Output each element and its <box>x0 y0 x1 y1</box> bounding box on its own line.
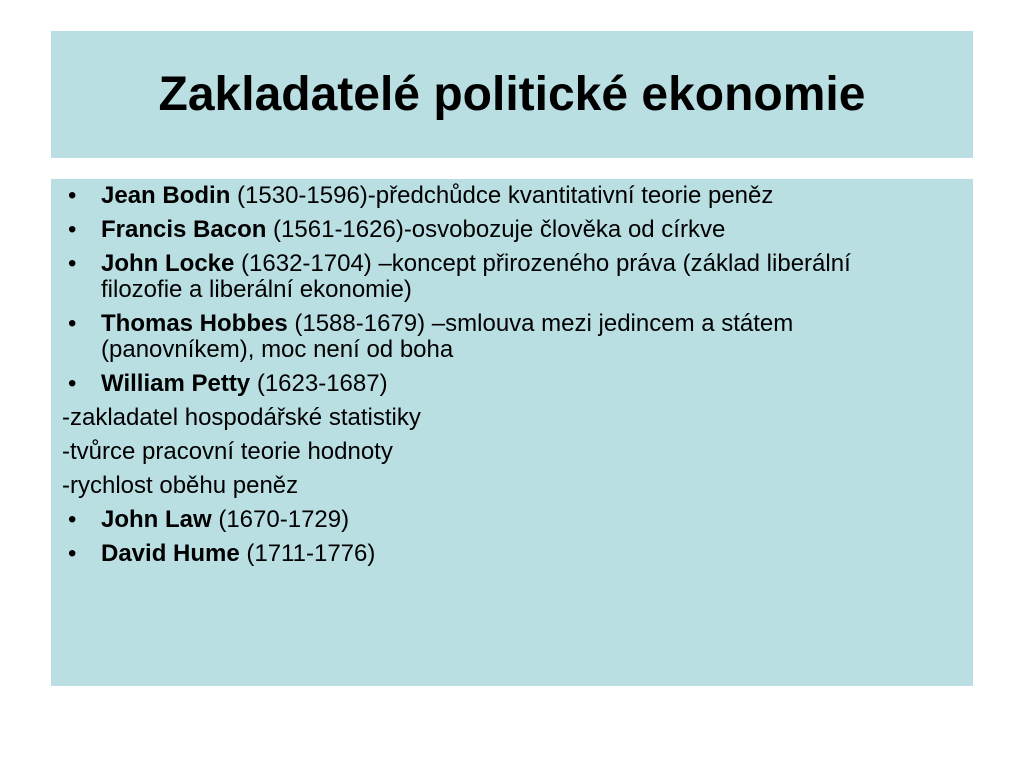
list-item-thomas-hobbes <box>62 311 933 363</box>
item-description: (1670-1729) <box>211 506 350 533</box>
item-description: -rychlost oběhu peněz <box>62 472 299 499</box>
bullet-icon: • <box>68 216 77 243</box>
item-description: (1588-1679) –smlouva mezi jedincem a státem (panovníkem), moc není od boha <box>101 310 794 363</box>
person-name: William Petty <box>101 370 251 397</box>
list-item-jean-bodin <box>62 183 933 209</box>
person-name: John Law <box>101 506 212 533</box>
bullet-icon: • <box>68 370 77 397</box>
list-item-note <box>62 473 933 499</box>
person-name: Jean Bodin <box>101 182 231 209</box>
bullet-icon: • <box>68 540 77 567</box>
content-panel <box>51 179 973 686</box>
person-name: Francis Bacon <box>101 216 267 243</box>
bullet-icon: • <box>68 310 77 337</box>
title-panel <box>51 31 973 158</box>
list-item-john-law <box>62 507 933 533</box>
list-item-note <box>62 439 933 465</box>
item-description: (1632-1704) –koncept přirozeného práva (základ liberální filozofie a liberální ekonomie) <box>101 250 851 303</box>
person-name: David Hume <box>101 540 240 567</box>
list-item-note <box>62 405 933 431</box>
item-description: -tvůrce pracovní teorie hodnoty <box>62 438 393 465</box>
slide-title: Zakladatelé politické ekonomie <box>158 67 866 121</box>
list-item-william-petty <box>62 371 933 397</box>
item-description: (1711-1776) <box>239 540 376 567</box>
list-item-david-hume <box>62 541 933 567</box>
item-description: (1530-1596)-předchůdce kvantitativní teorie peněz <box>230 182 774 209</box>
item-description: (1623-1687) <box>250 370 388 397</box>
list-item-john-locke <box>62 251 933 303</box>
bullet-icon: • <box>68 506 77 533</box>
bullet-icon: • <box>68 250 77 277</box>
person-name: Thomas Hobbes <box>101 310 288 337</box>
item-description: -zakladatel hospodářské statistiky <box>62 404 421 431</box>
bullet-icon: • <box>68 182 77 209</box>
person-name: John Locke <box>101 250 235 277</box>
item-description: (1561-1626)-osvobozuje člověka od církve <box>266 216 726 243</box>
list-item-francis-bacon <box>62 217 933 243</box>
content-list <box>62 183 933 567</box>
